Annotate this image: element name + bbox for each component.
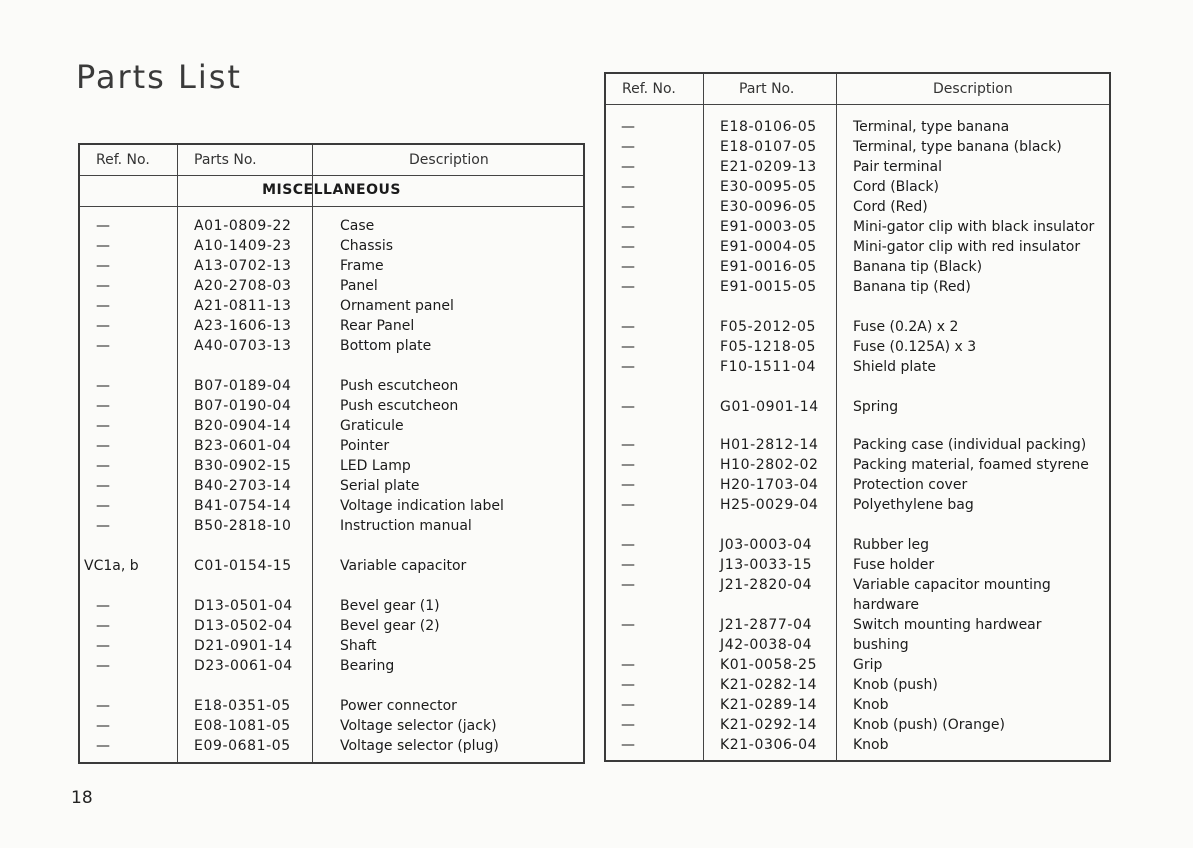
part-number-cell: B07-0189-04 <box>194 378 292 394</box>
description-cell: Power connector <box>340 698 457 714</box>
description-cell: Pair terminal <box>853 159 942 175</box>
description-cell: Frame <box>340 258 384 274</box>
ref-cell: — <box>621 219 635 235</box>
part-number-cell: B41-0754-14 <box>194 498 292 514</box>
ref-cell: — <box>621 577 635 593</box>
description-cell: Knob (push) <box>853 677 938 693</box>
part-number-cell: J21-2820-04 <box>720 577 813 593</box>
part-number-cell: B30-0902-15 <box>194 458 292 474</box>
description-cell: Bearing <box>340 658 395 674</box>
description-cell: Graticule <box>340 418 404 434</box>
description-cell: hardware <box>853 597 919 613</box>
ref-cell: — <box>96 738 110 754</box>
ref-cell: — <box>96 258 110 274</box>
table-row <box>80 256 583 276</box>
description-cell: Rear Panel <box>340 318 415 334</box>
ref-cell: — <box>96 638 110 654</box>
table-row <box>606 575 1109 595</box>
section-divider <box>80 206 583 207</box>
ref-cell: — <box>621 717 635 733</box>
table-row <box>606 157 1109 177</box>
part-number-cell: B23-0601-04 <box>194 438 292 454</box>
description-cell: Variable capacitor mounting <box>853 577 1051 593</box>
table-row <box>80 596 583 616</box>
ref-cell: — <box>621 557 635 573</box>
table-row <box>606 237 1109 257</box>
table-row <box>606 595 1109 615</box>
ref-cell: — <box>96 518 110 534</box>
description-cell: Terminal, type banana (black) <box>853 139 1062 155</box>
ref-cell: — <box>621 139 635 155</box>
header-divider <box>606 104 1109 105</box>
description-cell: Mini-gator clip with red insulator <box>853 239 1081 255</box>
description-cell: Polyethylene bag <box>853 497 974 513</box>
description-cell: Protection cover <box>853 477 968 493</box>
part-number-cell: A40-0703-13 <box>194 338 292 354</box>
part-number-cell: K21-0292-14 <box>720 717 818 733</box>
description-cell: Serial plate <box>340 478 420 494</box>
description-cell: Knob <box>853 697 889 713</box>
part-number-cell: J21-2877-04 <box>720 617 813 633</box>
description-cell: Mini-gator clip with black insulator <box>853 219 1095 235</box>
parts-table-right <box>604 72 1111 762</box>
ref-cell: — <box>621 359 635 375</box>
ref-cell: — <box>621 339 635 355</box>
header-divider <box>80 175 583 176</box>
description-cell: Pointer <box>340 438 390 454</box>
description-cell: Bevel gear (2) <box>340 618 440 634</box>
part-number-cell: E18-0106-05 <box>720 119 817 135</box>
ref-cell: — <box>96 718 110 734</box>
ref-cell: — <box>621 319 635 335</box>
table-row <box>606 475 1109 495</box>
table-row <box>80 276 583 296</box>
table-row <box>80 456 583 476</box>
table-row <box>606 357 1109 377</box>
table-row <box>606 435 1109 455</box>
description-cell: Knob <box>853 737 889 753</box>
table-row <box>80 516 583 536</box>
part-number-cell: E09-0681-05 <box>194 738 291 754</box>
table-row <box>606 615 1109 635</box>
description-cell: Packing case (individual packing) <box>853 437 1087 453</box>
ref-cell: — <box>621 657 635 673</box>
ref-cell: — <box>96 398 110 414</box>
table-row <box>80 496 583 516</box>
section-miscellaneous: MISCELLANEOUS <box>262 182 401 198</box>
table-row <box>606 535 1109 555</box>
part-number-cell: A13-0702-13 <box>194 258 292 274</box>
part-number-cell: A20-2708-03 <box>194 278 292 294</box>
part-number-cell: A23-1606-13 <box>194 318 292 334</box>
description-cell: Push escutcheon <box>340 378 459 394</box>
description-cell: Bevel gear (1) <box>340 598 440 614</box>
table-row <box>606 217 1109 237</box>
table-row <box>606 277 1109 297</box>
table-row <box>606 495 1109 515</box>
table-row <box>606 177 1109 197</box>
part-number-cell: J13-0033-15 <box>720 557 813 573</box>
description-cell: Bottom plate <box>340 338 432 354</box>
part-number-cell: A21-0811-13 <box>194 298 292 314</box>
part-number-cell: F05-1218-05 <box>720 339 817 355</box>
part-number-cell: E91-0004-05 <box>720 239 817 255</box>
part-number-cell: K21-0306-04 <box>720 737 818 753</box>
page-title: Parts List <box>76 58 242 96</box>
ref-cell: — <box>621 677 635 693</box>
part-number-cell: F05-2012-05 <box>720 319 817 335</box>
part-number-cell: E21-0209-13 <box>720 159 817 175</box>
table-row <box>606 337 1109 357</box>
header-parts-no: Parts No. <box>194 152 257 168</box>
ref-cell: — <box>96 338 110 354</box>
table-row <box>80 296 583 316</box>
part-number-cell: H20-1703-04 <box>720 477 819 493</box>
table-row <box>606 257 1109 277</box>
table-row <box>80 316 583 336</box>
table-row <box>606 635 1109 655</box>
part-number-cell: E30-0095-05 <box>720 179 817 195</box>
header-ref-no: Ref. No. <box>622 81 676 97</box>
description-cell: Terminal, type banana <box>853 119 1010 135</box>
description-cell: Banana tip (Red) <box>853 279 971 295</box>
part-number-cell: H25-0029-04 <box>720 497 819 513</box>
page-number: 18 <box>71 788 93 808</box>
ref-cell: — <box>96 658 110 674</box>
ref-cell: — <box>621 477 635 493</box>
header-description: Description <box>409 152 489 168</box>
description-cell: Rubber leg <box>853 537 929 553</box>
part-number-cell: B50-2818-10 <box>194 518 292 534</box>
part-number-cell: E91-0016-05 <box>720 259 817 275</box>
part-number-cell: J03-0003-04 <box>720 537 813 553</box>
description-cell: Voltage selector (jack) <box>340 718 497 734</box>
description-cell: Fuse (0.125A) x 3 <box>853 339 977 355</box>
table-row <box>606 197 1109 217</box>
table-row <box>80 336 583 356</box>
ref-cell: — <box>96 618 110 634</box>
ref-cell: — <box>96 438 110 454</box>
ref-cell: — <box>96 298 110 314</box>
ref-cell: — <box>96 318 110 334</box>
table-row <box>80 656 583 676</box>
table-row <box>80 236 583 256</box>
ref-cell: — <box>96 698 110 714</box>
part-number-cell: J42-0038-04 <box>720 637 813 653</box>
description-cell: Ornament panel <box>340 298 454 314</box>
description-cell: Voltage selector (plug) <box>340 738 499 754</box>
part-number-cell: K21-0289-14 <box>720 697 818 713</box>
ref-cell: VC1a, b <box>84 558 139 574</box>
table-row <box>80 556 583 576</box>
ref-cell: — <box>96 498 110 514</box>
description-cell: Fuse holder <box>853 557 935 573</box>
table-row <box>606 455 1109 475</box>
header-ref-no: Ref. No. <box>96 152 150 168</box>
table-row <box>80 416 583 436</box>
part-number-cell: E18-0107-05 <box>720 139 817 155</box>
ref-cell: — <box>96 278 110 294</box>
part-number-cell: D13-0501-04 <box>194 598 293 614</box>
table-row <box>606 117 1109 137</box>
description-cell: Shaft <box>340 638 377 654</box>
ref-cell: — <box>621 537 635 553</box>
description-cell: Fuse (0.2A) x 2 <box>853 319 959 335</box>
description-cell: Shield plate <box>853 359 936 375</box>
table-row <box>80 716 583 736</box>
description-cell: LED Lamp <box>340 458 411 474</box>
part-number-cell: C01-0154-15 <box>194 558 292 574</box>
description-cell: Grip <box>853 657 883 673</box>
part-number-cell: E91-0003-05 <box>720 219 817 235</box>
table-row <box>80 636 583 656</box>
table-row <box>80 216 583 236</box>
ref-cell: — <box>621 119 635 135</box>
ref-cell: — <box>96 238 110 254</box>
part-number-cell: D13-0502-04 <box>194 618 293 634</box>
part-number-cell: B20-0904-14 <box>194 418 292 434</box>
description-cell: Voltage indication label <box>340 498 504 514</box>
description-cell: Chassis <box>340 238 393 254</box>
ref-cell: — <box>621 199 635 215</box>
ref-cell: — <box>96 218 110 234</box>
table-row <box>606 397 1109 417</box>
part-number-cell: E08-1081-05 <box>194 718 291 734</box>
ref-cell: — <box>621 697 635 713</box>
description-cell: Packing material, foamed styrene <box>853 457 1089 473</box>
ref-cell: — <box>621 159 635 175</box>
table-row <box>80 436 583 456</box>
ref-cell: — <box>621 399 635 415</box>
parts-table-left <box>78 143 585 764</box>
table-row <box>80 736 583 756</box>
table-row <box>80 616 583 636</box>
ref-cell: — <box>621 437 635 453</box>
description-cell: bushing <box>853 637 909 653</box>
ref-cell: — <box>96 378 110 394</box>
table-row <box>80 396 583 416</box>
description-cell: Panel <box>340 278 378 294</box>
part-number-cell: A01-0809-22 <box>194 218 292 234</box>
ref-cell: — <box>621 737 635 753</box>
description-cell: Cord (Black) <box>853 179 939 195</box>
table-row <box>80 376 583 396</box>
part-number-cell: B40-2703-14 <box>194 478 292 494</box>
ref-cell: — <box>621 617 635 633</box>
ref-cell: — <box>96 458 110 474</box>
table-row <box>606 555 1109 575</box>
part-number-cell: K21-0282-14 <box>720 677 818 693</box>
description-cell: Banana tip (Black) <box>853 259 983 275</box>
description-cell: Push escutcheon <box>340 398 459 414</box>
table-row <box>606 655 1109 675</box>
part-number-cell: G01-0901-14 <box>720 399 819 415</box>
description-cell: Case <box>340 218 375 234</box>
ref-cell: — <box>96 418 110 434</box>
description-cell: Instruction manual <box>340 518 472 534</box>
part-number-cell: D21-0901-14 <box>194 638 293 654</box>
table-row <box>606 317 1109 337</box>
description-cell: Spring <box>853 399 899 415</box>
table-row <box>606 137 1109 157</box>
description-cell: Switch mounting hardwear <box>853 617 1042 633</box>
part-number-cell: H10-2802-02 <box>720 457 819 473</box>
part-number-cell: H01-2812-14 <box>720 437 819 453</box>
part-number-cell: K01-0058-25 <box>720 657 818 673</box>
header-part-no: Part No. <box>739 81 795 97</box>
ref-cell: — <box>621 279 635 295</box>
part-number-cell: D23-0061-04 <box>194 658 293 674</box>
part-number-cell: E30-0096-05 <box>720 199 817 215</box>
description-cell: Knob (push) (Orange) <box>853 717 1005 733</box>
table-row <box>606 695 1109 715</box>
table-row <box>80 696 583 716</box>
part-number-cell: A10-1409-23 <box>194 238 292 254</box>
part-number-cell: B07-0190-04 <box>194 398 292 414</box>
ref-cell: — <box>96 478 110 494</box>
header-description: Description <box>933 81 1013 97</box>
ref-cell: — <box>621 179 635 195</box>
part-number-cell: F10-1511-04 <box>720 359 817 375</box>
ref-cell: — <box>621 457 635 473</box>
table-row <box>80 476 583 496</box>
description-cell: Variable capacitor <box>340 558 467 574</box>
description-cell: Cord (Red) <box>853 199 928 215</box>
table-row <box>606 735 1109 755</box>
ref-cell: — <box>96 598 110 614</box>
ref-cell: — <box>621 239 635 255</box>
ref-cell: — <box>621 259 635 275</box>
table-row <box>606 675 1109 695</box>
table-row <box>606 715 1109 735</box>
part-number-cell: E18-0351-05 <box>194 698 291 714</box>
ref-cell: — <box>621 497 635 513</box>
part-number-cell: E91-0015-05 <box>720 279 817 295</box>
